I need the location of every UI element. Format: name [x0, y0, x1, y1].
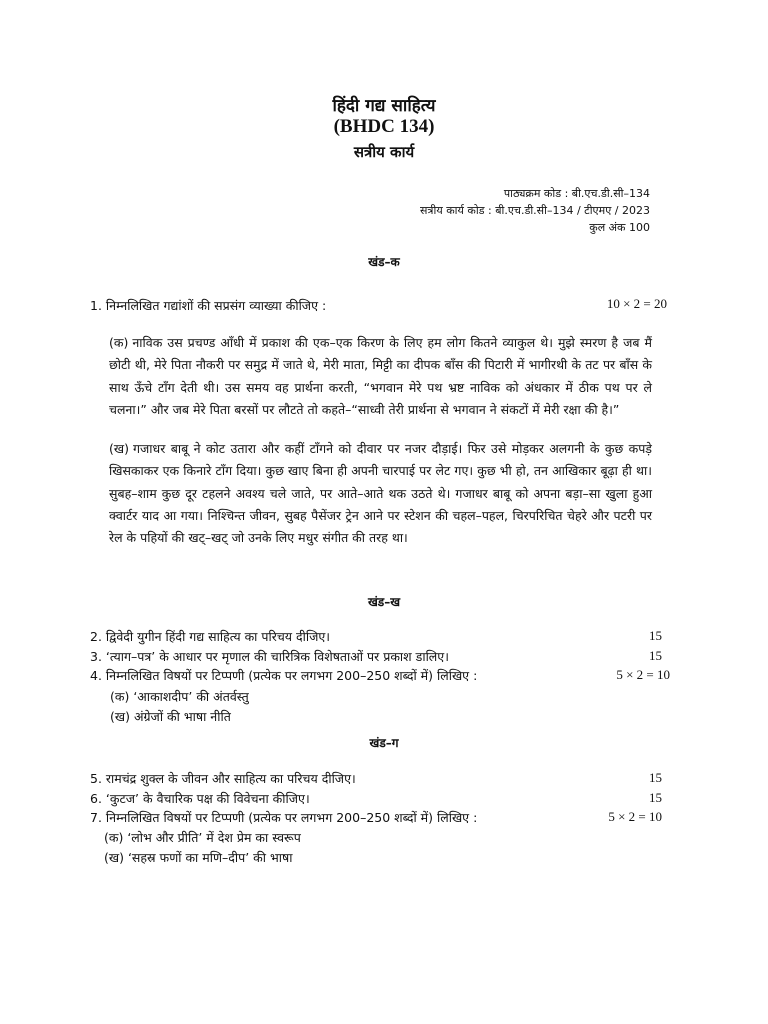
passage-a-text: नाविक उस प्रचण्ड आँधी में प्रकाश की एक–एक किरण के लिए हम लोग कितने व्याकुल थे। मुझे स्मरण है जब मैं छोटी थी, मेरे पिता नौकरी पर समुद्र में जाते थे, मेरी माता, मिट्टी का दीपक बाँस की पिटारी में भागीरथी के तट पर बाँस के साथ ऊँचे टाँग देती थी। उस समय वह प्रार्थना करती, “भगवान मेरे पथ भ्रष्ट नाविक को अंधकार में ठीक पथ पर ले चलना।” और जब मेरे पिता बरसों पर लौटते तो कहते–“साध्वी तेरी प्रार्थना से भगवान ने संकटों में मेरी रक्षा की है।” — [109, 335, 652, 417]
question-7: 7. निम्नलिखित विषयों पर टिप्पणी (प्रत्येक पर लगभग 200–250 शब्दों में) लिखिए : — [90, 810, 478, 825]
section-a-heading: खंड–क — [368, 255, 400, 269]
assignment-code: सत्रीय कार्य कोड : बी.एच.डी.सी–134 / टीएमए / 2023 — [419, 204, 650, 217]
passage-a-label: (क) — [109, 335, 129, 350]
question-3-marks: 15 — [649, 648, 662, 663]
question-7-item-b: (ख) ‘सहस्र फणों का मणि–दीप’ की भाषा — [104, 850, 293, 865]
question-1: 1. निम्नलिखित गद्यांशों की सप्रसंग व्याख्या कीजिए : — [90, 298, 327, 313]
question-2-marks: 15 — [649, 628, 662, 643]
question-7-marks: 5 × 2 = 10 — [608, 809, 662, 824]
document-title: हिंदी गद्य साहित्य — [332, 96, 436, 116]
document-subtitle: सत्रीय कार्य — [353, 143, 415, 161]
question-7-item-a: (क) ‘लोभ और प्रीति’ में देश प्रेम का स्वरूप — [104, 830, 301, 845]
course-code-heading: (BHDC 134) — [333, 116, 435, 137]
section-b-heading: खंड–ख — [367, 595, 401, 609]
total-marks: कुल अंक 100 — [589, 221, 650, 234]
question-1-marks: 10 × 2 = 20 — [606, 296, 667, 311]
section-c-heading: खंड–ग — [369, 736, 399, 750]
passage-b-text: गजाधर बाबू ने कोट उतारा और कहीं टाँगने को दीवार पर नजर दौड़ाई। फिर उसे मोड़कर अलगनी के कुछ कपड़े खिसकाकर एक किनारे टाँग दिया। कुछ खाए बिना ही अपनी चारपाई पर लेट गए। कुछ भी हो, तन आखिकार बूढ़ा ही था। सुबह–शाम कुछ दूर टहलने अवश्य चले जाते, पर आते–आते थक उठते थे। गजाधर बाबू को अपना बड़ा–सा खुला हुआ क्वार्टर याद आ गया। निश्चिन्त जीवन, सुबह पैसेंजर ट्रेन आने पर स्टेशन की चहल–पहल, चिरपरिचित चेहरे और पटरी पर रेल के पहियों की खट्–खट् जो उनके लिए मधुर संगीत की तरह था। — [109, 441, 652, 546]
question-4-item-b: (ख) अंग्रेजों की भाषा नीति — [110, 709, 231, 724]
question-2: 2. द्विवेदी युगीन हिंदी गद्य साहित्य का परिचय दीजिए। — [90, 629, 331, 644]
course-code: पाठ्यक्रम कोड : बी.एच.डी.सी–134 — [503, 187, 650, 200]
question-4: 4. निम्नलिखित विषयों पर टिप्पणी (प्रत्येक पर लगभग 200–250 शब्दों में) लिखिए : — [90, 668, 478, 683]
question-5-marks: 15 — [649, 770, 662, 785]
passage-a — [109, 332, 652, 421]
question-5: 5. रामचंद्र शुक्ल के जीवन और साहित्य का परिचय दीजिए। — [90, 771, 356, 786]
question-6-marks: 15 — [649, 790, 662, 805]
question-6: 6. ‘कुटज’ के वैचारिक पक्ष की विवेचना कीजिए। — [90, 791, 310, 806]
question-4-marks: 5 × 2 = 10 — [616, 667, 670, 682]
passage-b — [109, 438, 652, 549]
question-4-item-a: (क) ‘आकाशदीप’ की अंतर्वस्तु — [110, 689, 249, 704]
passage-b-label: (ख) — [109, 441, 129, 456]
question-3: 3. ‘त्याग–पत्र’ के आधार पर मृणाल की चारित्रिक विशेषताओं पर प्रकाश डालिए। — [90, 649, 449, 664]
